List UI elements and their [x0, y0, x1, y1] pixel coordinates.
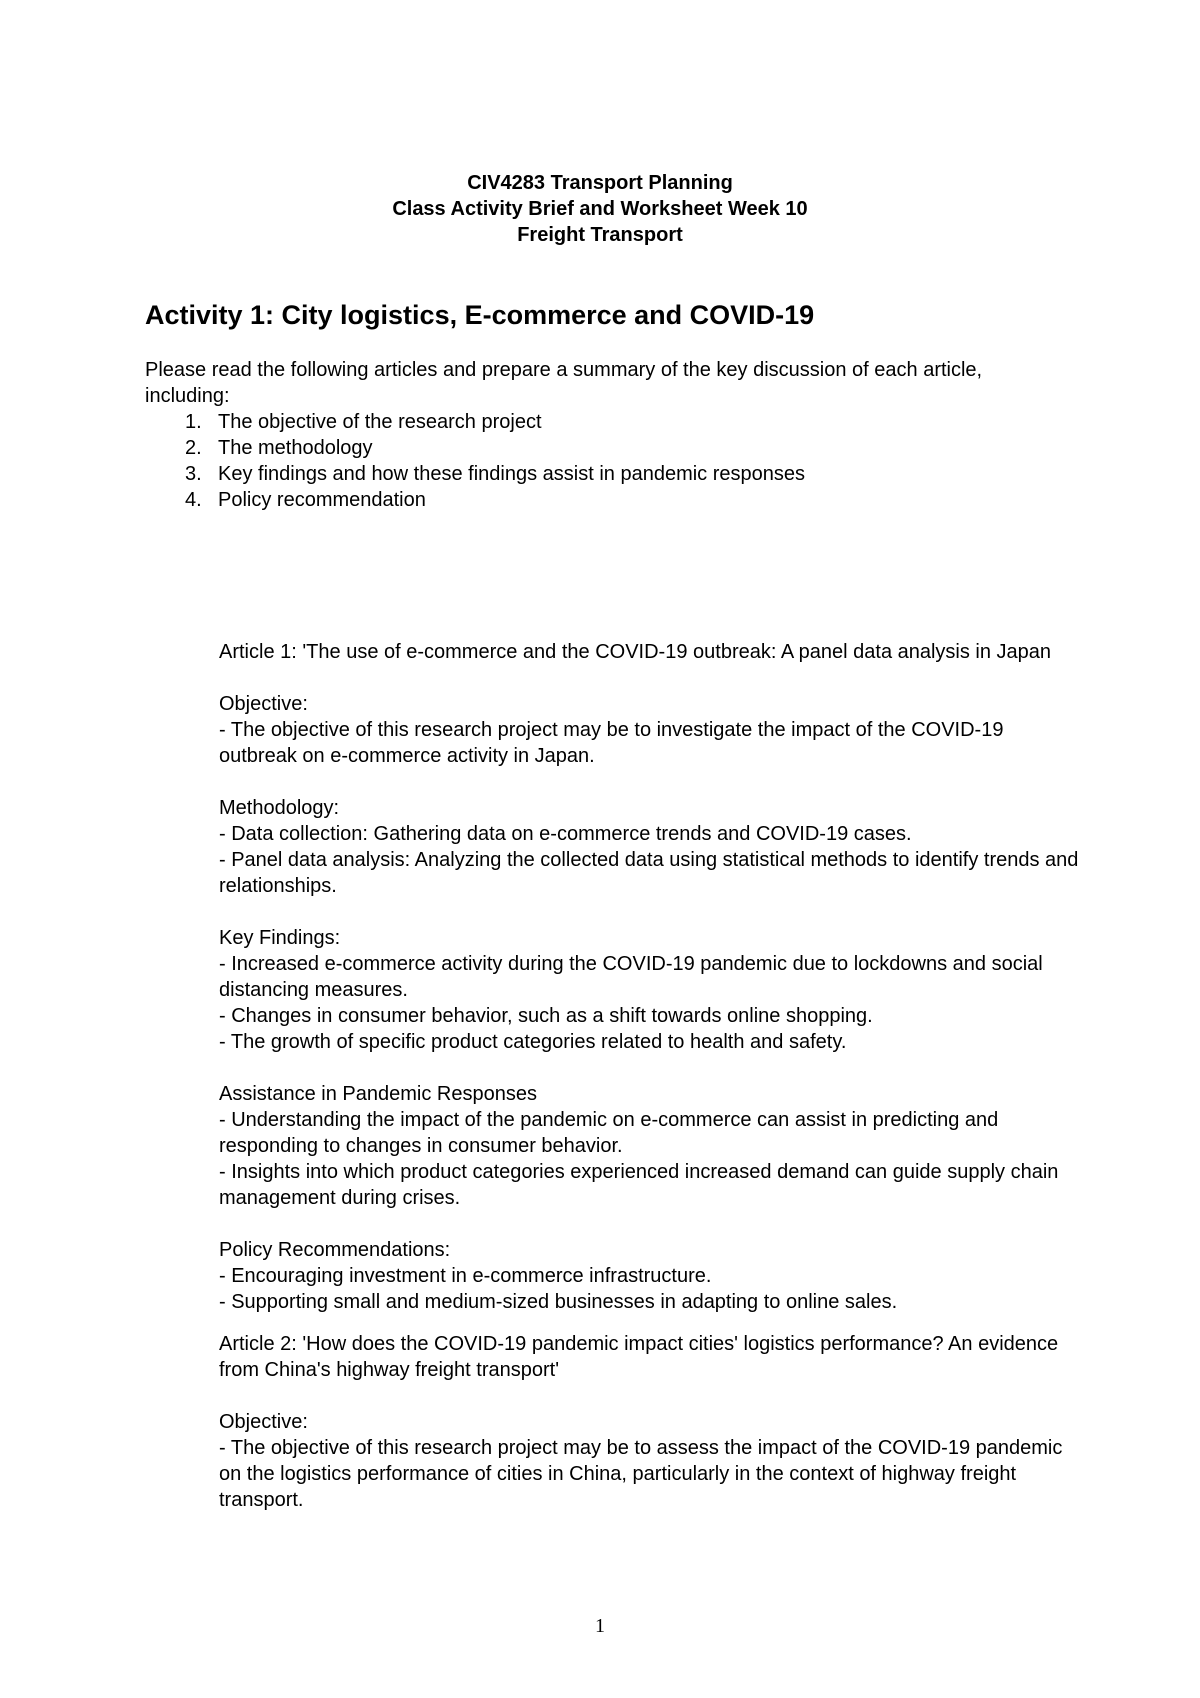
- list-item-text: The objective of the research project: [218, 411, 542, 433]
- article-1-methodology-heading: Methodology:: [219, 797, 340, 819]
- article-1-findings-heading: Key Findings:: [219, 927, 341, 949]
- list-item: [145, 461, 1045, 487]
- list-number: 4.: [185, 489, 202, 511]
- list-item: [145, 487, 1045, 513]
- brief-title: Class Activity Brief and Worksheet Week 10: [392, 198, 808, 220]
- article-2-objective-heading: Objective:: [219, 1411, 308, 1433]
- article-1-methodology-item: - Data collection: Gathering data on e-commerce trends and COVID-19 cases.: [219, 823, 912, 845]
- article-1-assistance-item: - Understanding the impact of the pandemic on e-commerce can assist in predicting and responding to changes in consumer behavior.: [219, 1109, 999, 1157]
- list-item-text: The methodology: [218, 437, 373, 459]
- activity-title: Activity 1: City logistics, E-commerce and COVID-19: [145, 300, 815, 330]
- article-2-title: Article 2: 'How does the COVID-19 pandemic impact cities' logistics performance? An evidence from China's highway freight transport': [219, 1333, 1059, 1381]
- article-1-policy-item: - Supporting small and medium-sized businesses in adapting to online sales.: [219, 1291, 898, 1313]
- article-1-objective-heading: Objective:: [219, 693, 308, 715]
- list-number: 2.: [185, 437, 202, 459]
- list-item-text: Key findings and how these findings assist in pandemic responses: [218, 463, 806, 485]
- article-2-objective-text: - The objective of this research project may be to assess the impact of the COVID-19 pandemic on the logistics performance of cities in China, particularly in the context of highway freight transport.: [219, 1437, 1063, 1511]
- list-item: [145, 409, 1045, 435]
- article-1-policy-item: - Encouraging investment in e-commerce infrastructure.: [219, 1265, 712, 1287]
- list-number: 1.: [185, 411, 202, 433]
- article-1-finding-item: - Increased e-commerce activity during the COVID-19 pandemic due to lockdowns and social distancing measures.: [219, 953, 1043, 1001]
- article-1-objective-text: - The objective of this research project may be to investigate the impact of the COVID-19 outbreak on e-commerce activity in Japan.: [219, 719, 1004, 767]
- article-1-finding-item: - Changes in consumer behavior, such as a shift towards online shopping.: [219, 1005, 873, 1027]
- articles-section: [219, 639, 1079, 1513]
- list-number: 3.: [185, 463, 202, 485]
- article-1-methodology-item: - Panel data analysis: Analyzing the collected data using statistical methods to identify trends and relationships.: [219, 849, 1079, 897]
- article-1-assistance-heading: Assistance in Pandemic Responses: [219, 1083, 537, 1105]
- document-header: [0, 170, 1200, 248]
- course-title: CIV4283 Transport Planning: [467, 172, 733, 194]
- page-number: 1: [595, 1615, 605, 1637]
- article-1-title: Article 1: 'The use of e-commerce and the COVID-19 outbreak: A panel data analysis in Japan: [219, 641, 1052, 663]
- list-item-text: Policy recommendation: [218, 489, 426, 511]
- summary-requirements-list: [145, 409, 1045, 513]
- article-1-finding-item: - The growth of specific product categories related to health and safety.: [219, 1031, 847, 1053]
- article-1-assistance-item: - Insights into which product categories experienced increased demand can guide supply chain management during crises.: [219, 1161, 1059, 1209]
- activity-intro: Please read the following articles and prepare a summary of the key discussion of each article, including:: [145, 359, 983, 407]
- topic-title: Freight Transport: [517, 224, 683, 246]
- article-1-policy-heading: Policy Recommendations:: [219, 1239, 451, 1261]
- list-item: [145, 435, 1045, 461]
